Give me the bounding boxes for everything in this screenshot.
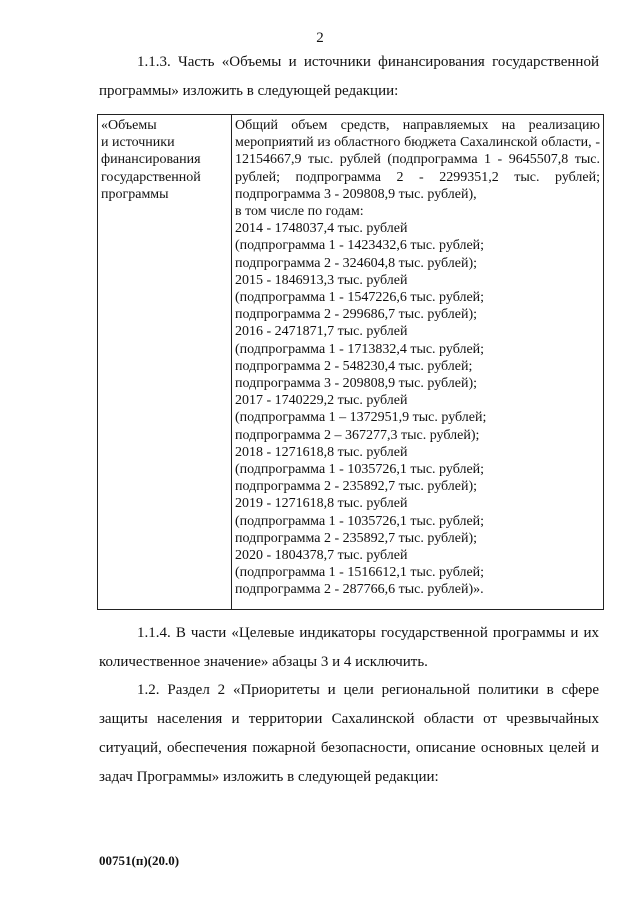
intro-paragraph: 1.1.3. Часть «Объемы и источники финансирования государственной программы» изложить в следующей редакции: xyxy=(99,54,599,99)
year-line: подпрограмма 2 - 235892,7 тыс. рублей); xyxy=(235,530,478,546)
year-total: 2016 - 2471871,7 тыс. рублей xyxy=(235,324,408,340)
year-line: подпрограмма 2 - 287766,6 тыс. рублей)». xyxy=(235,582,484,598)
year-total: 2014 - 1748037,4 тыс. рублей xyxy=(235,221,408,237)
year-line: (подпрограмма 1 - 1035726,1 тыс. рублей; xyxy=(235,513,485,529)
funding-content-cell xyxy=(232,115,604,610)
total-funding-text: Общий объем средств, направляемых на реализацию мероприятий из областного бюджета Сахалинской области, - 12154667,9 тыс. рублей (подпрограмма 1 - 9645507,8 тыс. рублей; подпрограмма 2 - 2299351,2 тыс. рублей; подпрограмма 3 - 209808,9 тыс. рублей), xyxy=(235,118,600,202)
funding-label-cell xyxy=(98,115,232,610)
label-line: государственной xyxy=(101,169,201,185)
year-total: 2020 - 1804378,7 тыс. рублей xyxy=(235,548,408,564)
year-line: подпрограмма 2 - 299686,7 тыс. рублей); xyxy=(235,307,478,323)
by-years-intro: в том числе по годам: xyxy=(235,204,364,220)
year-line: подпрограмма 2 - 548230,4 тыс. рублей; xyxy=(235,358,473,374)
year-line: подпрограмма 2 - 324604,8 тыс. рублей); xyxy=(235,255,478,271)
document-code: 00751(п)(20.0) xyxy=(99,853,180,868)
year-line: (подпрограмма 1 - 1713832,4 тыс. рублей; xyxy=(235,341,485,357)
year-line: (подпрограмма 1 - 1035726,1 тыс. рублей; xyxy=(235,462,485,478)
funding-table xyxy=(97,114,604,610)
label-line: и источники xyxy=(101,135,175,151)
year-line: (подпрограмма 1 – 1372951,9 тыс. рублей; xyxy=(235,410,487,426)
year-total: 2017 - 1740229,2 тыс. рублей xyxy=(235,393,408,409)
label-line: программы xyxy=(101,186,169,202)
page-number: 2 xyxy=(316,30,324,46)
label-line: «Объемы xyxy=(101,118,157,133)
year-line: подпрограмма 3 - 209808,9 тыс. рублей); xyxy=(235,376,478,392)
year-line: подпрограмма 2 - 235892,7 тыс. рублей); xyxy=(235,479,478,495)
year-line: (подпрограмма 1 - 1423432,6 тыс. рублей; xyxy=(235,238,485,254)
year-line: (подпрограмма 1 - 1516612,1 тыс. рублей; xyxy=(235,565,485,581)
paragraph-1-2: 1.2. Раздел 2 «Приоритеты и цели региональной политики в сфере защиты населения и территории Сахалинской области от чрезвычайных ситуаций, обеспечения пожарной безопасности, описание основных целей и задач Программы» изложить в следующей редакции: xyxy=(99,682,599,785)
paragraph-1-1-4: 1.1.4. В части «Целевые индикаторы государственной программы и их количественное значение» абзацы 3 и 4 исключить. xyxy=(99,625,599,670)
year-total: 2018 - 1271618,8 тыс. рублей xyxy=(235,444,408,460)
year-line: подпрограмма 2 – 367277,3 тыс. рублей); xyxy=(235,427,480,443)
label-line: финансирования xyxy=(101,152,201,168)
year-total: 2019 - 1271618,8 тыс. рублей xyxy=(235,496,408,512)
year-total: 2015 - 1846913,3 тыс. рублей xyxy=(235,272,408,288)
year-line: (подпрограмма 1 - 1547226,6 тыс. рублей; xyxy=(235,290,485,306)
